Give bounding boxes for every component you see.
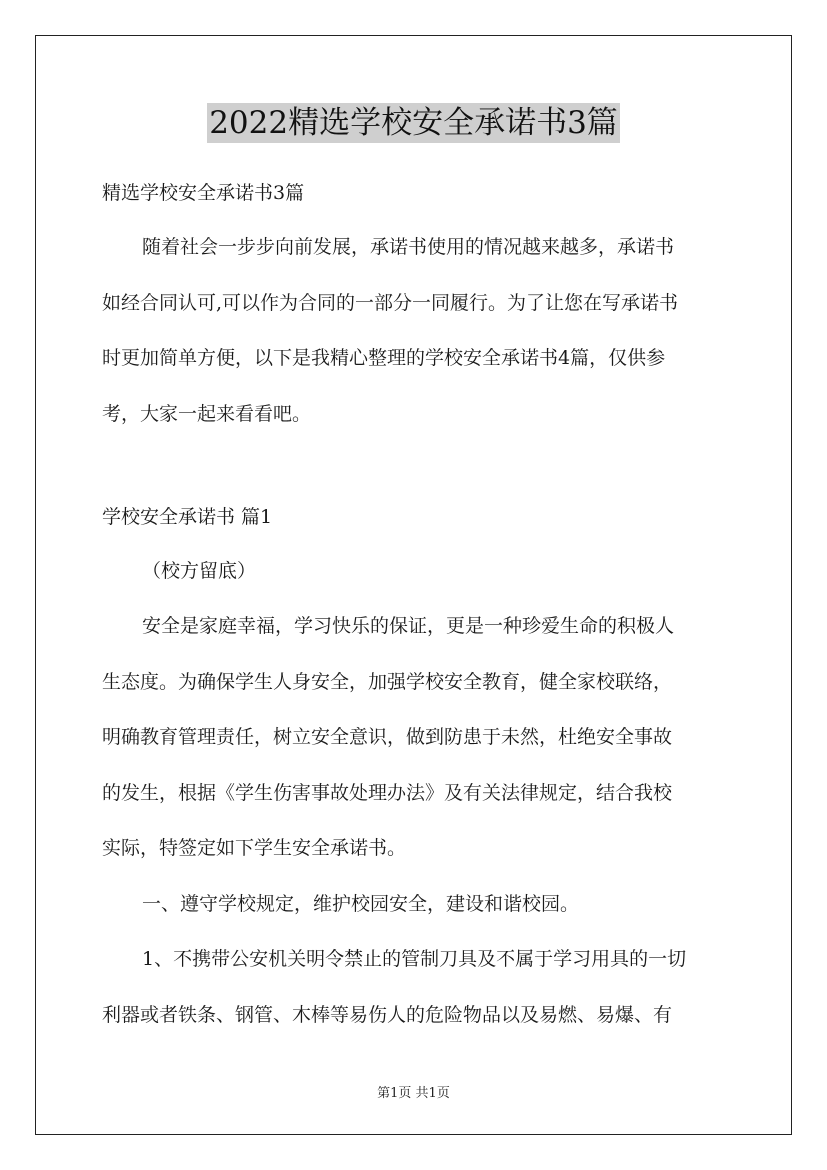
intro-line: 时更加简单方便，以下是我精心整理的学校安全承诺书4篇，仅供参 <box>102 347 666 369</box>
paragraph-line: 的发生，根据《学生伤害事故处理办法》及有关法律规定，结合我校 <box>102 781 673 804</box>
intro-line: 如经合同认可,可以作为合同的一部分一同履行。为了让您在写承诺书 <box>102 291 679 314</box>
section-note <box>102 544 727 600</box>
section-heading: 学校安全承诺书 篇1 <box>102 506 273 528</box>
document-title: 2022精选学校安全承诺书3篇 <box>209 105 618 141</box>
page-footer: 第1页 共1页 <box>377 1086 450 1101</box>
paragraph-line: 实际，特签定如下学生安全承诺书。 <box>102 837 407 859</box>
section-paragraph-2 <box>102 877 727 933</box>
intro-line: 考，大家一起来看看吧。 <box>102 402 312 425</box>
paragraph-line: 利器或者铁条、钢管、木棒等易伤人的危险物品以及易燃、易爆、有 <box>102 1003 673 1026</box>
paragraph-line: 明确教育管理责任，树立安全意识，做到防患于未然，杜绝安全事故 <box>102 726 673 748</box>
section-note-text: （校方留底） <box>142 560 257 582</box>
paragraph-line: 1、不携带公安机关明令禁止的管制刀具及不属于学习用具的一切 <box>142 948 687 970</box>
paragraph-line: 一、遵守学校规定，维护校园安全，建设和谐校园。 <box>142 893 580 915</box>
document-subtitle: 精选学校安全承诺书3篇 <box>102 182 305 204</box>
intro-paragraph <box>102 220 727 442</box>
paragraph-line: 生态度。为确保学生人身安全，加强学校安全教育，健全家校联络， <box>102 670 673 693</box>
section-paragraph-3 <box>102 932 727 1043</box>
section-paragraph-1 <box>102 599 727 877</box>
intro-line: 随着社会一步步向前发展，承诺书使用的情况越来越多，承诺书 <box>142 236 675 258</box>
title-container <box>0 103 827 143</box>
paragraph-line: 安全是家庭幸福，学习快乐的保证，更是一种珍爱生命的积极人 <box>142 615 675 637</box>
